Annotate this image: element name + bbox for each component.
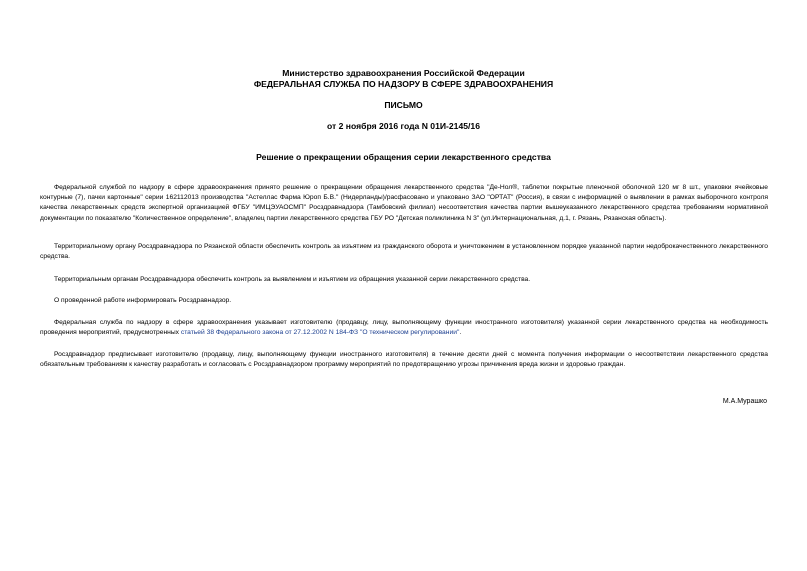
- paragraph-1: Федеральной службой по надзору в сфере здравоохранения принято решение о прекращении обращения лекарственного средства "Де-Нол®, таблетки покрытые пленочной оболочкой 120 мг 8 шт., упаковки ячейковые контурные (7), пачки картонные" серии 162112013 производства "Астеллас Фарма Юроп Б.В." (Нидерланды)/расфасовано и упаковано ЗАО "ОРТАТ" (Россия), в связи с информацией о выявлении в рамках выборочного контроля качества лекарственных средств экспертной организацией ФГБУ "ИМЦЭУАОСМП" Росздравнадзора (Тамбовский филиал) несоответствия качества партии вышеуказанного лекарственного средства требованиям нормативной документации по показателю "Количественное определение", владелец партии лекарственного средства ГБУ РО "Детская поликлиника N 3" (ул.Интернациональная, д.1, г. Рязань, Рязанская область).: [40, 184, 768, 222]
- paragraph-3: Территориальным органам Росздравнадзора обеспечить контроль за выявлением и изъятием из обращения указанной серии лекарственного средства.: [54, 276, 531, 283]
- paragraph-5: [40, 318, 768, 338]
- paragraph-2: Территориальному органу Росздравнадзора по Рязанской области обеспечить контроль за изъятием из гражданского оборота и уничтожением в установленном порядке указанной партии недоброкачественного лекарственного средства.: [40, 243, 768, 261]
- paragraph-5-text: Федеральная служба по надзору в сфере здравоохранения указывает изготовителю (продавцу, лицу, выполняющему функции иностранного изготовителя) указанной серии лекарственного средства на необходимость проведения мероприятий, предусмотренных: [40, 319, 768, 337]
- paragraph-5-end: .: [459, 329, 462, 337]
- service-heading: ФЕДЕРАЛЬНАЯ СЛУЖБА ПО НАДЗОРУ В СФЕРЕ ЗДРАВООХРАНЕНИЯ: [253, 79, 554, 89]
- document-title: Решение о прекращении обращения серии лекарственного средства: [256, 152, 551, 162]
- law-link[interactable]: статьей 38 Федерального закона от 27.12.2002 N 184-ФЗ "О техническом регулировании": [180, 329, 460, 337]
- paragraph-6: Росздравнадзор предписывает изготовителю (продавцу, лицу, выполняющему функции иностранного изготовителя) в течение десяти дней с момента получения информации о несоответствии лекарственного средства обязательным требованиям к качеству разработать и согласовать с Росздравнадзором программу мероприятий по предотвращению угрозы причинения вреда жизни и здоровью граждан.: [40, 351, 768, 369]
- doc-type-heading: ПИСЬМО: [384, 100, 423, 110]
- signature: М.А.Мурашко: [722, 398, 767, 405]
- ministry-heading: Министерство здравоохранения Российской Федерации: [282, 68, 525, 78]
- paragraph-4: О проведенной работе информировать Росздравнадзор.: [54, 297, 232, 304]
- date-number: от 2 ноября 2016 года N 01И-2145/16: [327, 121, 480, 131]
